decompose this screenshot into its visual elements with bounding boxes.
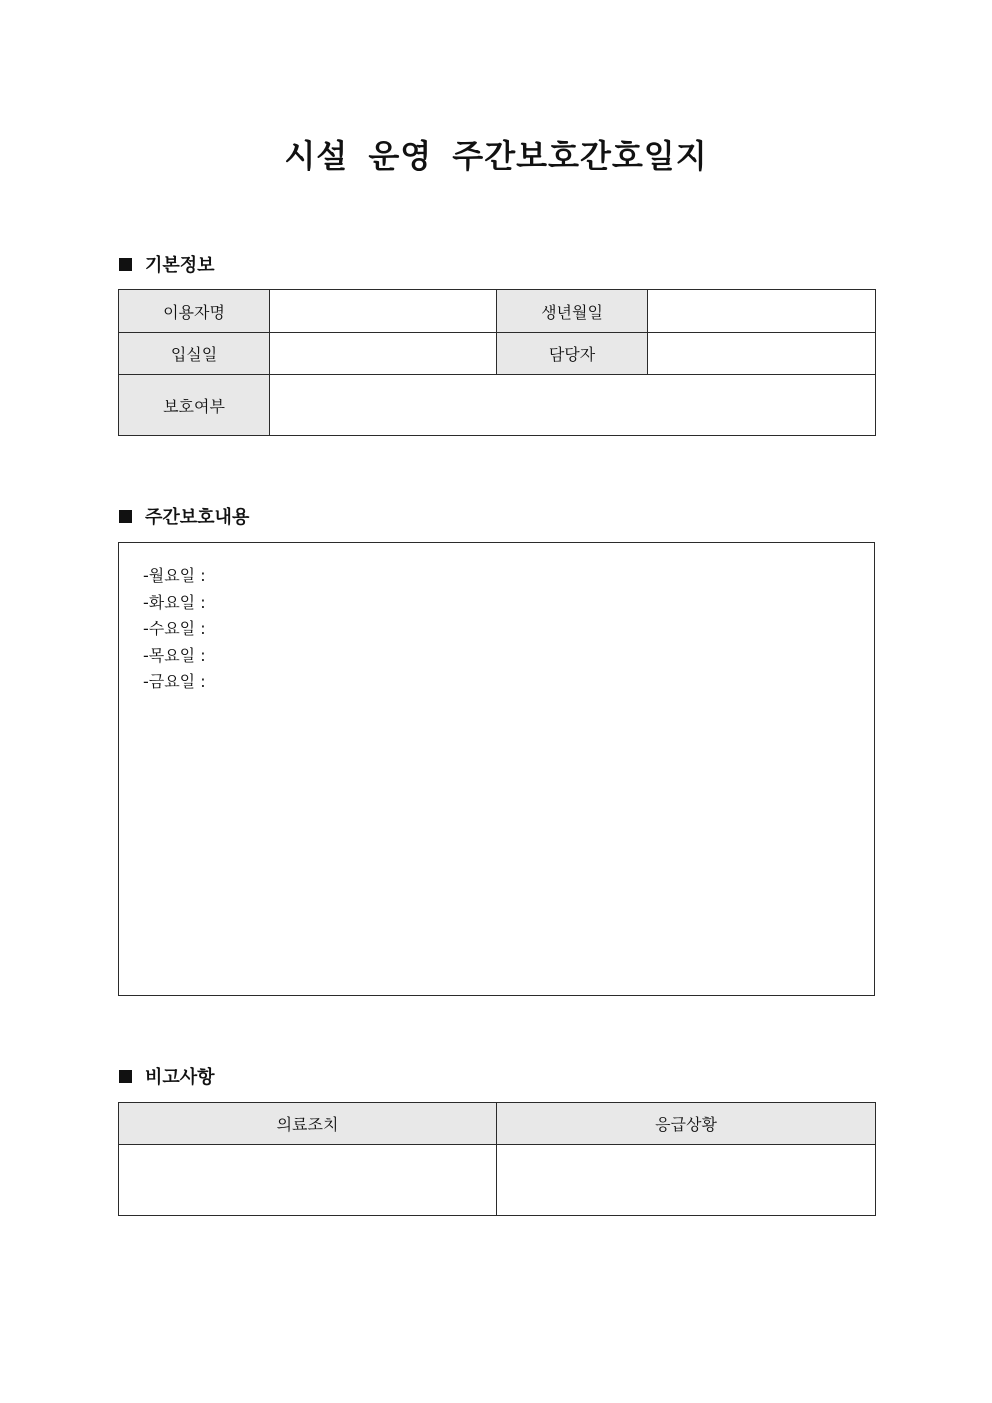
square-bullet-icon	[119, 510, 132, 523]
birth-date-label: 생년월일	[497, 290, 648, 333]
birth-date-field[interactable]	[648, 290, 876, 333]
day-label: -월요일 :	[143, 566, 206, 585]
guardian-status-label: 보호여부	[119, 375, 270, 436]
square-bullet-icon	[119, 258, 132, 271]
manager-label: 담당자	[497, 333, 648, 375]
day-label: -수요일 :	[143, 619, 206, 638]
table-row	[119, 1145, 876, 1216]
user-name-label: 이용자명	[119, 290, 270, 333]
manager-field[interactable]	[648, 333, 876, 375]
medical-action-label: 의료조치	[119, 1103, 497, 1145]
list-item-monday	[143, 563, 206, 590]
weekly-care-box[interactable]	[118, 542, 875, 996]
list-item-wednesday	[143, 616, 206, 643]
table-row	[119, 375, 876, 436]
user-name-field[interactable]	[270, 290, 497, 333]
day-label: -목요일 :	[143, 645, 206, 665]
table-row	[119, 1103, 876, 1145]
emergency-label: 응급상황	[497, 1103, 876, 1145]
list-item-friday	[143, 669, 206, 696]
document-title: 시설 운영 주간보호간호일지	[284, 137, 708, 175]
day-label: -화요일 :	[143, 592, 206, 612]
section-heading-remarks	[119, 1063, 215, 1089]
basic-info-table	[118, 289, 876, 436]
weekly-day-list	[143, 563, 206, 696]
table-row	[119, 333, 876, 375]
section-heading-weekly-care	[119, 503, 249, 529]
list-item-thursday	[143, 643, 206, 670]
section-heading-label: 기본정보	[145, 255, 215, 276]
section-heading-basic-info	[119, 251, 215, 277]
table-row	[119, 290, 876, 333]
square-bullet-icon	[119, 1070, 132, 1083]
remarks-table	[118, 1102, 876, 1216]
day-label: -금요일 :	[143, 672, 206, 691]
admission-date-field[interactable]	[270, 333, 497, 375]
guardian-status-field[interactable]	[270, 375, 876, 436]
admission-date-label: 입실일	[119, 333, 270, 375]
list-item-tuesday	[143, 590, 206, 617]
section-heading-label: 주간보호내용	[145, 507, 250, 528]
medical-action-field[interactable]	[119, 1145, 497, 1216]
emergency-field[interactable]	[497, 1145, 876, 1216]
section-heading-label: 비고사항	[145, 1067, 215, 1088]
